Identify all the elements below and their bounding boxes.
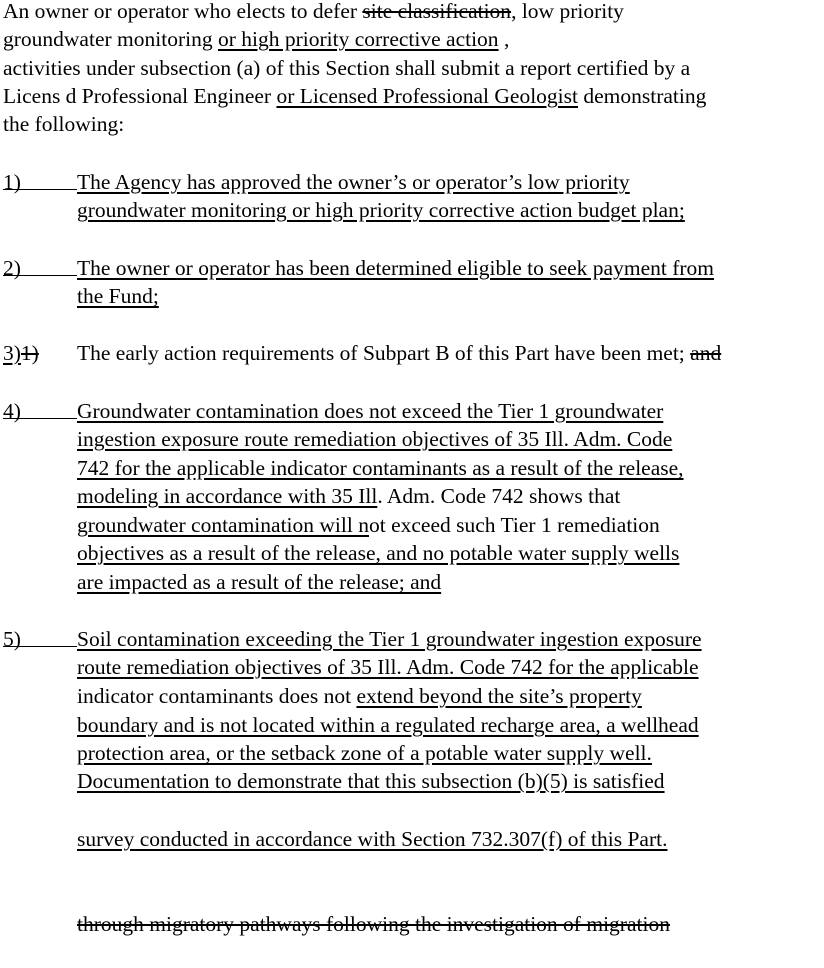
intro-text: Licens d Professional Engineer [3,84,277,108]
item-number: 4) [3,399,21,423]
intro-line-5: the following: [3,112,125,136]
item-5-line-8: through migratory pathways following the investigation of migration [77,912,670,936]
inserted-text: or high priority corrective action [217,27,499,51]
inserted-text: modeling in accordance with 35 Ill [77,484,378,508]
item-text: indicator contaminants does not [77,684,357,708]
intro-line-2 [3,26,509,52]
deleted-text: site classification [362,0,512,23]
intro-line-3: activities under subsection (a) of this Section shall submit a report certified by a [3,56,691,80]
item-5-line-3 [77,683,642,709]
item-1-line-1: The Agency has approved the owner’s or operator’s low priority [77,170,630,194]
item-text: . Adm. Code 742 shows that [377,484,621,508]
inserted-text: groundwater contamination will n [77,513,369,537]
intro-line-1 [3,0,624,24]
item-5-number [3,626,77,652]
item-2-line-2: the Fund; [77,284,159,308]
item-5-line-5: protection area, or the setback zone of a potable water supply well. [77,741,652,765]
item-4-number [3,398,77,424]
item-number: 1) [3,170,21,194]
item-4-line-1: Groundwater contamination does not exceed the Tier 1 groundwater [77,399,664,423]
item-3-number [3,340,39,366]
item-5-line-2: route remediation objectives of 35 Ill. Adm. Code 742 for the applicable [77,655,699,679]
item-4-line-3: 742 for the applicable indicator contaminants as a result of the release, [77,456,684,480]
intro-line-4 [3,83,706,109]
intro-text: groundwater monitoring [3,27,218,51]
item-4-line-7: are impacted as a result of the release; and [77,570,442,594]
inserted-text: extend beyond the site’s property [356,684,642,708]
item-5-line-1: Soil contamination exceeding the Tier 1 groundwater ingestion exposure [77,627,702,651]
item-1-line-2: groundwater monitoring or high priority corrective action budget plan; [77,198,685,222]
item-number-new: 3) [3,341,21,365]
intro-text: , low priority [511,0,624,23]
item-5-line-7: survey conducted in accordance with Section 732.307(f) of this Part. [77,827,668,851]
item-4-line-2: ingestion exposure route remediation objectives of 35 Ill. Adm. Code [77,427,673,451]
inserted-text: or Licensed Professional Geologist [276,84,578,108]
item-4-line-4 [77,483,620,509]
intro-text: An owner or operator who elects to defer [3,0,363,23]
item-3-line-1 [77,340,721,366]
item-4-line-6: objectives as a result of the release, and no potable water supply wells [77,541,680,565]
item-number: 2) [3,256,21,280]
intro-text: demonstrating [578,84,707,108]
item-1-number [3,169,77,195]
item-2-number [3,255,77,281]
item-5-line-4: boundary and is not located within a regulated recharge area, a wellhead [77,713,699,737]
item-number-old: 1) [20,341,39,365]
item-2-line-1: The owner or operator has been determined eligible to seek payment from [77,256,715,280]
item-text: ot exceed such Tier 1 remediation [368,513,660,537]
item-4-line-5 [77,512,660,538]
intro-text: , [498,27,510,51]
deleted-text: and [690,341,722,365]
item-text: The early action requirements of Subpart B of this Part have been met; [77,341,691,365]
item-number: 5) [3,627,21,651]
item-5-line-6: Documentation to demonstrate that this subsection (b)(5) is satisfied [77,769,665,793]
